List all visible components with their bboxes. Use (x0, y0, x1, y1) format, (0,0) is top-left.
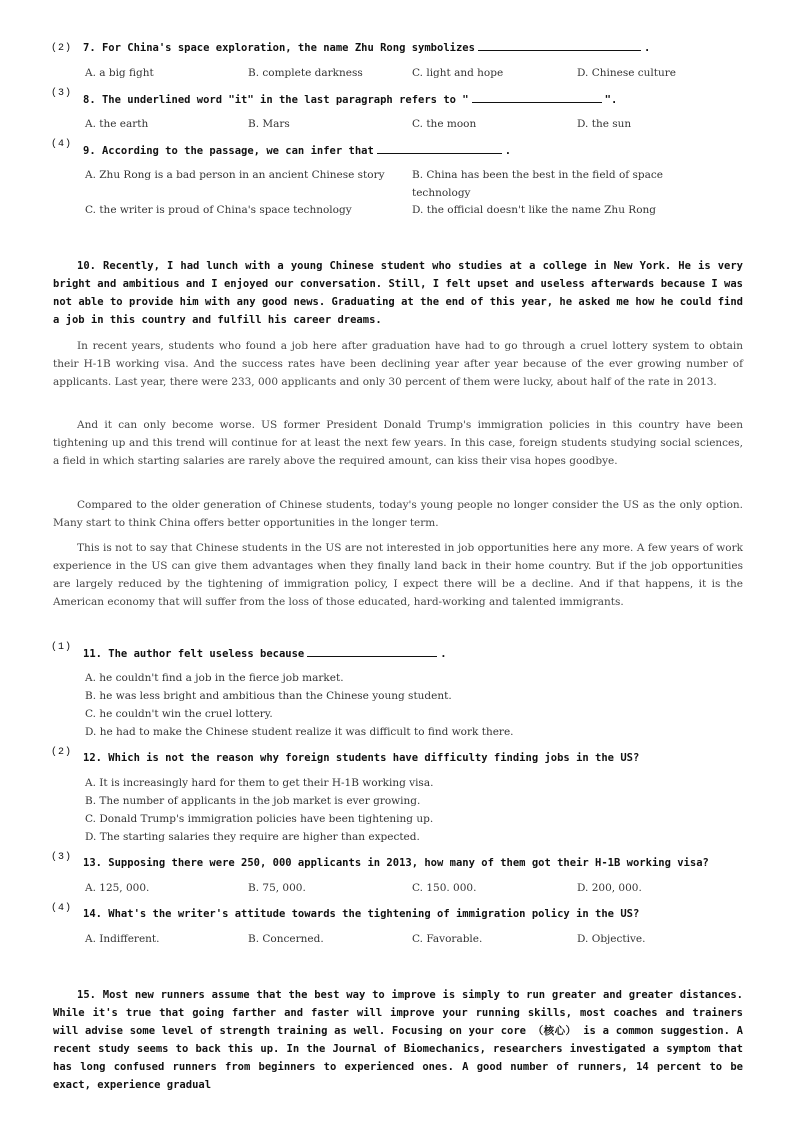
option-c[interactable]: C. Donald Trump's immigration policies have been tightening up. (85, 813, 434, 825)
question-stem: 8. The underlined word "it" in the last paragraph refers to " ". (83, 94, 618, 106)
answer-blank[interactable] (307, 647, 437, 657)
answer-blank[interactable] (472, 93, 602, 103)
question-number: (2) (51, 747, 73, 758)
option-a[interactable]: A. Indifferent. (85, 933, 160, 945)
option-d[interactable]: D. The starting salaries they require are higher than expected. (85, 831, 420, 843)
option-a[interactable]: A. the earth (85, 118, 149, 130)
question-number: (4) (51, 903, 73, 914)
question-stem: 9. According to the passage, we can infer that . (83, 145, 512, 157)
option-b[interactable]: B. Concerned. (248, 933, 324, 945)
question-number: (3) (51, 88, 73, 99)
option-a[interactable]: A. Zhu Rong is a bad person in an ancient Chinese story (85, 169, 385, 181)
passage-10-intro: 10. Recently, I had lunch with a young Chinese student who studies at a college in New York. He is very bright and ambitious and I enjoyed our conversation. Still, I felt upset and useless afterwards because I was not able to provide him with any good news. Graduating at the end of this year, he asked me how he could find a job in this country and fulfill his career dreams. (53, 260, 743, 326)
passage-15-intro: 15. Most new runners assume that the best way to improve is simply to run greater and greater distances. While it's true that going farther and faster will improve your running skills, most coaches and trainers will advise some level of strength training as well. Focusing on your core （核心） is a common suggestion. A recent study seems to back this up. In the Journal of Biomechanics, researchers investigated a symptom that has long confused runners from beginners to experienced ones. A good number of runners, 14 percent to be exact, experience gradual (53, 989, 743, 1091)
option-d[interactable]: D. the official doesn't like the name Zhu Rong (412, 204, 657, 216)
option-a[interactable]: A. It is increasingly hard for them to get their H-1B working visa. (85, 777, 434, 789)
passage-10-paragraph-2: In recent years, students who found a job here after graduation have had to go through a cruel lottery system to obtain their H-1B working visa. And the success rates have been declining year after year because of the ever growing number of applicants. Last year, there were 233, 000 applicants and only 30 percent of them were lucky, about half of the rate in 2013. (53, 340, 743, 388)
option-d[interactable]: D. the sun (577, 118, 632, 130)
answer-blank[interactable] (377, 144, 502, 154)
option-c[interactable]: C. the writer is proud of China's space technology (85, 204, 352, 216)
option-c[interactable]: C. the moon (412, 118, 477, 130)
option-c[interactable]: C. he couldn't win the cruel lottery. (85, 708, 273, 720)
question-number: (1) (51, 642, 73, 653)
option-b[interactable]: B. 75, 000. (248, 882, 306, 894)
question-stem: 14. What's the writer's attitude towards the tightening of immigration policy in the US? (83, 908, 640, 920)
option-d[interactable]: D. 200, 000. (577, 882, 642, 894)
passage-10-paragraph-3: And it can only become worse. US former President Donald Trump's immigration policies in this country have been tightening up and this trend will continue for at least the next few years. In this case, foreign students studying social sciences, a field in which starting salaries are rarely above the required amount, can kiss their visa hopes goodbye. (53, 419, 743, 467)
question-number: (2) (51, 43, 73, 54)
question-stem: 7. For China's space exploration, the name Zhu Rong symbolizes . (83, 42, 651, 54)
question-number: (3) (51, 852, 73, 863)
option-a[interactable]: A. he couldn't find a job in the fierce job market. (85, 672, 344, 684)
option-b[interactable]: B. China has been the best in the field of space technology (412, 169, 663, 199)
option-c[interactable]: C. 150. 000. (412, 882, 477, 894)
option-c[interactable]: C. Favorable. (412, 933, 483, 945)
answer-blank[interactable] (478, 41, 641, 51)
option-a[interactable]: A. 125, 000. (85, 882, 150, 894)
option-c[interactable]: C. light and hope (412, 67, 504, 79)
option-b[interactable]: B. The number of applicants in the job market is ever growing. (85, 795, 421, 807)
passage-10-paragraph-4: Compared to the older generation of Chinese students, today's young people no longer consider the US as the only option. Many start to think China offers better opportunities in the longer term. (53, 499, 743, 529)
option-b[interactable]: B. Mars (248, 118, 290, 130)
option-b[interactable]: B. he was less bright and ambitious than the Chinese young student. (85, 690, 452, 702)
question-number: (4) (51, 139, 73, 150)
question-stem: 13. Supposing there were 250, 000 applicants in 2013, how many of them got their H-1B working visa? (83, 857, 709, 869)
option-d[interactable]: D. he had to make the Chinese student realize it was difficult to find work there. (85, 726, 514, 738)
option-a[interactable]: A. a big fight (85, 67, 154, 79)
option-d[interactable]: D. Objective. (577, 933, 646, 945)
question-stem: 11. The author felt useless because . (83, 648, 447, 660)
question-stem: 12. Which is not the reason why foreign students have difficulty finding jobs in the US? (83, 752, 640, 764)
option-d[interactable]: D. Chinese culture (577, 67, 677, 79)
passage-10-paragraph-5: This is not to say that Chinese students in the US are not interested in job opportunities here any more. A few years of work experience in the US can give them advantages when they finally land back in their home country. But if the job opportunities are largely reduced by the tightening of immigration policy, I expect there will be a decline. And if that happens, it is the American economy that will suffer from the loss of those educated, hard-working and talented immigrants. (53, 542, 743, 608)
option-b[interactable]: B. complete darkness (248, 67, 363, 79)
